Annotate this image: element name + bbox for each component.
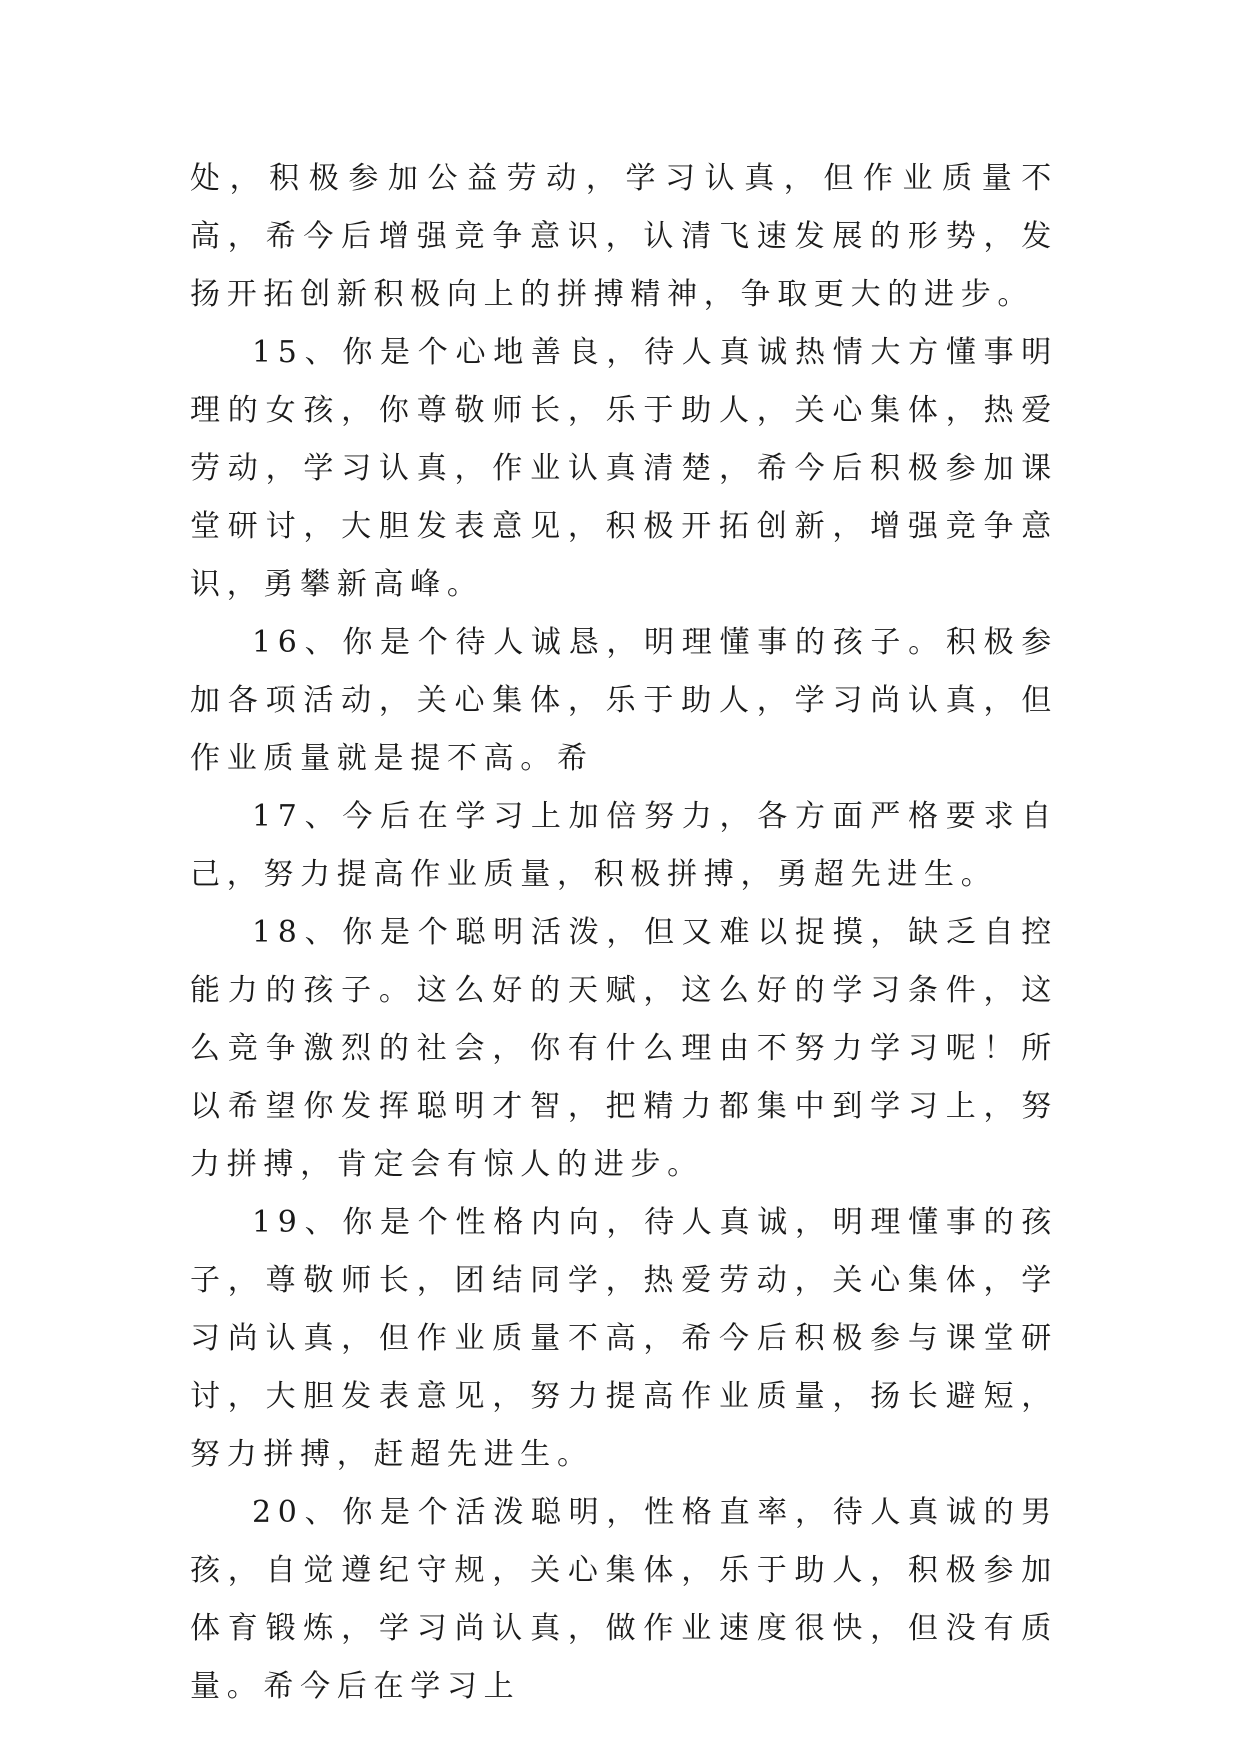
paragraph-comment-15: 15、你是个心地善良，待人真诚热情大方懂事明理的女孩，你尊敬师长，乐于助人，关心集体，热爱劳动，学习认真，作业认真清楚，希今后积极参加课堂研讨，大胆发表意见，积极开拓创新，增强竞争意识，勇攀新高峰。 [190, 335, 1058, 602]
document-body [190, 150, 1058, 1716]
paragraph-comment-18: 18、你是个聪明活泼，但又难以捉摸，缺乏自控能力的孩子。这么好的天赋，这么好的学习条件，这么竞争激烈的社会，你有什么理由不努力学习呢！所以希望你发挥聪明才智，把精力都集中到学习上，努力拼搏，肯定会有惊人的进步。 [190, 915, 1058, 1182]
paragraph-comment-19: 19、你是个性格内向，待人真诚，明理懂事的孩子，尊敬师长，团结同学，热爱劳动，关心集体，学习尚认真，但作业质量不高，希今后积极参与课堂研讨，大胆发表意见，努力提高作业质量，扬长避短，努力拼搏，赶超先进生。 [190, 1205, 1058, 1472]
paragraph-comment-17: 17、今后在学习上加倍努力，各方面严格要求自己，努力提高作业质量，积极拼搏，勇超先进生。 [190, 799, 1058, 892]
paragraph-comment-16: 16、你是个待人诚恳，明理懂事的孩子。积极参加各项活动，关心集体，乐于助人，学习尚认真，但作业质量就是提不高。希 [190, 625, 1058, 776]
paragraph-comment-20: 20、你是个活泼聪明，性格直率，待人真诚的男孩，自觉遵纪守规，关心集体，乐于助人，积极参加体育锻炼，学习尚认真，做作业速度很快，但没有质量。希今后在学习上 [190, 1495, 1058, 1704]
paragraph-continuation: 处，积极参加公益劳动，学习认真，但作业质量不高，希今后增强竞争意识，认清飞速发展的形势，发扬开拓创新积极向上的拼搏精神，争取更大的进步。 [190, 161, 1058, 312]
